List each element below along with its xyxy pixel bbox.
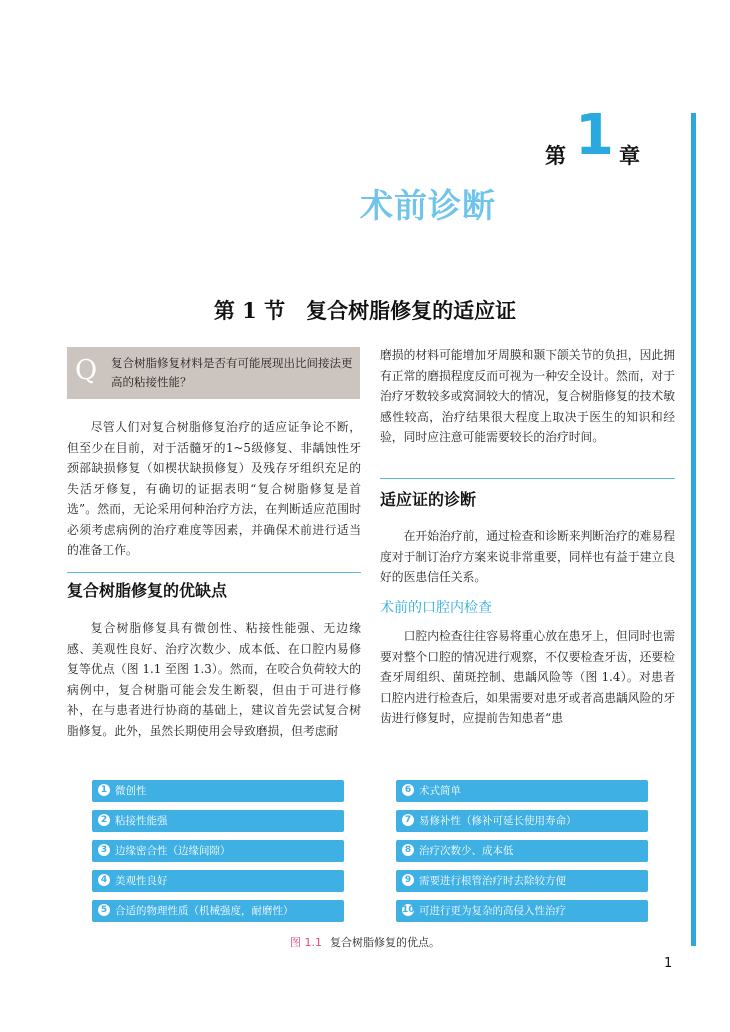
figure-item: 5 合适的物理性质（机械强度，耐磨性） (92, 900, 344, 922)
figure-item: 1 微创性 (92, 780, 344, 802)
figure-item: 3 边缘密合性（边缘间隙） (92, 840, 344, 862)
figure-caption (0, 934, 730, 950)
figure-caption-text: 复合树脂修复的优点。 (330, 936, 440, 949)
chapter-prefix: 第 (545, 144, 566, 168)
question-text: 复合树脂修复材料是否有可能展现出比间接法更高的粘接性能？ (111, 356, 353, 389)
figure-item: 4 美观性良好 (92, 870, 344, 892)
figure-item: 7 易修补性（修补可延长使用寿命） (396, 810, 648, 832)
figure-item: 2 粘接性能强 (92, 810, 344, 832)
figure-item: 10 可进行更为复杂的高侵入性治疗 (396, 900, 648, 922)
oral-exam-paragraph: 口腔内检查往往容易将重心放在患牙上，但同时也需要对整个口腔的情况进行观察，不仅要检查牙齿，还要检查牙周组织、菌斑控制、患龋风险等（图 1.4）。对患者口腔内进行检查后，如果需要对患牙或者高患龋风险的牙齿进行修复时，应提前告知患者“患 (380, 629, 675, 725)
pros-cons-paragraph: 复合树脂修复具有微创性、粘接性能强、无边缘感、美观性良好、治疗次数少、成本低、在口腔内易修复等优点（图 1.1 至图 1.3）。然而，在咬合负荷较大的病例中，复合树脂可能会发生断裂，但由于可进行修补，在与患者进行协商的基础上，建议首先尝试复合树脂修复。此外，虽然长期使用会导致磨损，但考虑耐 (67, 621, 361, 738)
figure-caption-label: 图 1.1 (290, 936, 322, 949)
chapter-side-rule (691, 113, 696, 946)
intro-paragraph: 尽管人们对复合树脂修复治疗的适应证争论不断，但至少在目前，对于活髓牙的1~5级修复、非龋蚀性牙颈部缺损修复（如楔状缺损修复）及残存牙组织充足的失活牙修复，有确切的证据表明“复合树脂修复是首选”。然而，无论采用何种治疗方法，在判断适应范围时必须考虑病例的治疗难度等因素，并确保术前进行适当的准备工作。 (67, 420, 361, 557)
question-box (67, 347, 360, 399)
figure-item: 9 需要进行根管治疗时去除较方便 (396, 870, 648, 892)
chapter-label (545, 103, 655, 178)
chapter-title: 术前诊断 (360, 186, 496, 225)
heading-rule (380, 478, 675, 479)
question-letter: Q (75, 355, 98, 386)
continued-paragraph: 磨损的材料可能增加牙周膜和颞下颌关节的负担，因此拥有正常的磨损程度反而可视为一种安全设计。然而，对于治疗牙数较多或窝洞较大的情况，复合树脂修复的技术敏感性较高，治疗结果很大程度上取决于医生的知识和经验，同时应注意可能需要较长的治疗时间。 (380, 348, 675, 444)
diagnosis-paragraph: 在开始治疗前，通过检查和诊断来判断治疗的难易程度对于制订治疗方案来说非常重要，同样也有益于建立良好的医患信任关系。 (380, 529, 675, 584)
heading-indication-diagnosis: 适应证的诊断 (380, 490, 477, 509)
heading-rule (67, 572, 361, 573)
figure-item: 6 术式简单 (396, 780, 648, 802)
subheading-oral-exam: 术前的口腔内检查 (380, 600, 492, 616)
heading-pros-cons: 复合树脂修复的优缺点 (67, 581, 228, 600)
chapter-number: 1 (575, 103, 614, 168)
section-title: 第 1 节 复合树脂修复的适应证 (213, 298, 517, 323)
page-number: 1 (664, 956, 673, 971)
figure-item: 8 治疗次数少、成本低 (396, 840, 648, 862)
chapter-suffix: 章 (619, 144, 640, 168)
